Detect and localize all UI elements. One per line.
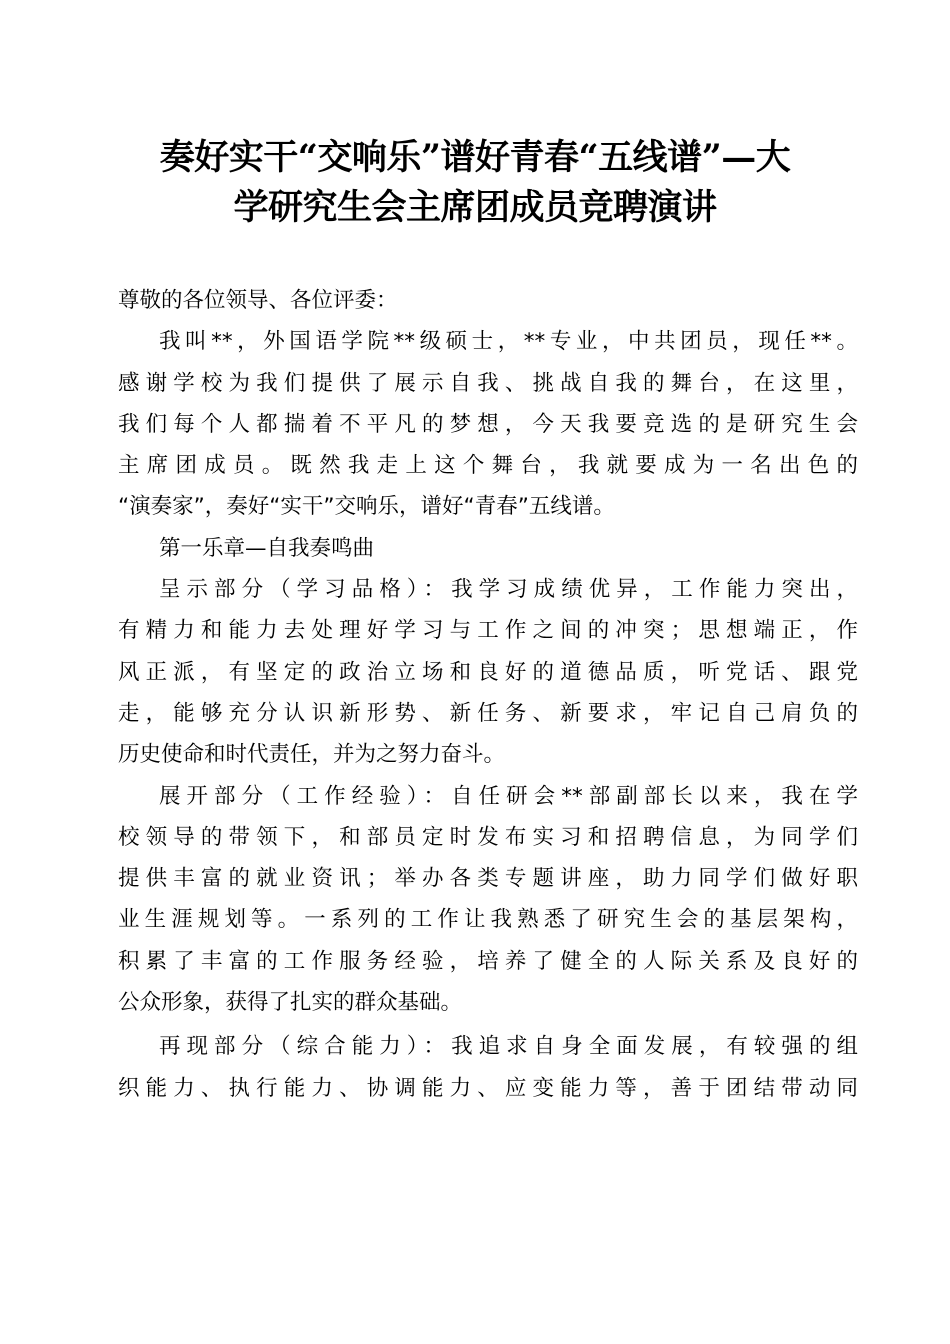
paragraph-introduction — [118, 321, 858, 527]
paragraph-line: 历史使命和时代责任，并为之努力奋斗。 — [118, 742, 506, 768]
title-line-2: 学研究生会主席团成员竞聘演讲 — [233, 187, 717, 228]
section-heading: 第一乐章—自我奏鸣曲 — [159, 535, 375, 561]
paragraph-line: 主席团成员。既然我走上这个舞台，我就要成为一名出色的 — [118, 453, 858, 479]
paragraph-line: 再现部分（综合能力）：我追求自身全面发展，有较强的组 — [159, 1034, 858, 1060]
paragraph-study-character — [118, 569, 858, 775]
paragraph-line: 风正派，有坚定的政治立场和良好的道德品质，听党话、跟党 — [118, 659, 858, 685]
paragraph-line: 展开部分（工作经验）：自任研会**部副部长以来，我在学 — [159, 783, 858, 809]
paragraph-line: 织能力、执行能力、协调能力、应变能力等，善于团结带动同 — [118, 1075, 858, 1101]
paragraph-line: 感谢学校为我们提供了展示自我、挑战自我的舞台，在这里， — [118, 370, 858, 396]
paragraph-line: 校领导的带领下，和部员定时发布实习和招聘信息，为同学们 — [118, 824, 858, 850]
document-body — [118, 280, 858, 1109]
paragraph-line: 提供丰富的就业资讯；举办各类专题讲座，助力同学们做好职 — [118, 866, 858, 892]
salutation: 尊敬的各位领导、各位评委： — [118, 288, 398, 313]
paragraph-line: 公众形象，获得了扎实的群众基础。 — [118, 990, 463, 1016]
paragraph-line: 我们每个人都揣着不平凡的梦想，今天我要竞选的是研究生会 — [118, 411, 858, 437]
paragraph-line: 呈示部分（学习品格）：我学习成绩优异，工作能力突出， — [159, 577, 858, 603]
document-title — [100, 133, 850, 233]
section-heading-chapter-one — [118, 528, 858, 569]
paragraph-comprehensive-ability — [118, 1026, 858, 1109]
paragraph-line: 我叫**，外国语学院**级硕士，**专业，中共团员，现任**。 — [159, 329, 858, 355]
paragraph-line: 积累了丰富的工作服务经验，培养了健全的人际关系及良好的 — [118, 948, 858, 974]
title-line-1: 奏好实干“交响乐”谱好青春“五线谱”—大 — [159, 137, 791, 178]
paragraph-line: 走，能够充分认识新形势、新任务、新要求，牢记自己肩负的 — [118, 700, 858, 726]
paragraph-line: 业生涯规划等。一系列的工作让我熟悉了研究生会的基层架构， — [118, 907, 858, 933]
paragraph-line: 有精力和能力去处理好学习与工作之间的冲突；思想端正，作 — [118, 618, 858, 644]
paragraph-work-experience — [118, 776, 858, 1024]
paragraph-line: “演奏家”，奏好“实干”交响乐，谱好“青春”五线谱。 — [118, 494, 615, 520]
